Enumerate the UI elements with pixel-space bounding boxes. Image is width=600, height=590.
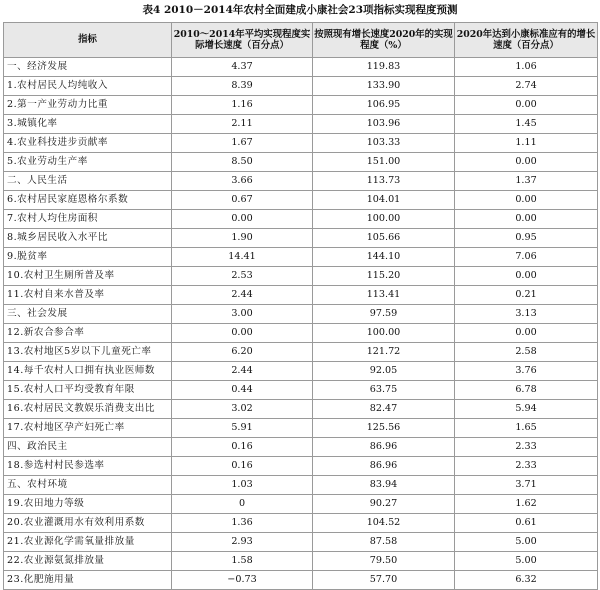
row-actual-growth: 3.66	[172, 172, 313, 191]
row-indicator-name: 22.农业源氨氮排放量	[4, 552, 172, 571]
row-required-growth: 1.62	[455, 495, 598, 514]
table-row	[4, 362, 598, 381]
row-indicator-name: 18.参选村村民参选率	[4, 457, 172, 476]
table-body	[4, 58, 598, 590]
row-2020-realization: 119.83	[313, 58, 455, 77]
row-actual-growth: 5.91	[172, 419, 313, 438]
row-2020-realization: 105.66	[313, 229, 455, 248]
row-indicator-name: 四、政治民主	[4, 438, 172, 457]
row-2020-realization: 133.90	[313, 77, 455, 96]
row-indicator-name: 7.农村人均住房面积	[4, 210, 172, 229]
row-indicator-name: 五、农村环境	[4, 476, 172, 495]
row-indicator-name: 5.农业劳动生产率	[4, 153, 172, 172]
row-indicator-name: 2.第一产业劳动力比重	[4, 96, 172, 115]
table-row	[4, 210, 598, 229]
table-row	[4, 495, 598, 514]
row-2020-realization: 79.50	[313, 552, 455, 571]
table-row	[4, 191, 598, 210]
row-indicator-name: 20.农业灌溉用水有效利用系数	[4, 514, 172, 533]
table-row	[4, 77, 598, 96]
row-actual-growth: −0.73	[172, 571, 313, 590]
row-2020-realization: 82.47	[313, 400, 455, 419]
table-row	[4, 115, 598, 134]
table-row	[4, 552, 598, 571]
row-actual-growth: 0	[172, 495, 313, 514]
row-required-growth: 3.13	[455, 305, 598, 324]
row-2020-realization: 87.58	[313, 533, 455, 552]
row-actual-growth: 0.00	[172, 210, 313, 229]
row-indicator-name: 二、人民生活	[4, 172, 172, 191]
row-required-growth: 1.06	[455, 58, 598, 77]
row-indicator-name: 11.农村自来水普及率	[4, 286, 172, 305]
table-row	[4, 134, 598, 153]
row-required-growth: 0.00	[455, 191, 598, 210]
row-indicator-name: 3.城镇化率	[4, 115, 172, 134]
row-2020-realization: 121.72	[313, 343, 455, 362]
row-actual-growth: 1.36	[172, 514, 313, 533]
table-row	[4, 172, 598, 191]
row-actual-growth: 1.90	[172, 229, 313, 248]
row-required-growth: 1.37	[455, 172, 598, 191]
row-2020-realization: 100.00	[313, 210, 455, 229]
table-header-row	[4, 23, 598, 58]
row-2020-realization: 104.52	[313, 514, 455, 533]
row-actual-growth: 0.00	[172, 324, 313, 343]
row-2020-realization: 104.01	[313, 191, 455, 210]
row-indicator-name: 1.农村居民人均纯收入	[4, 77, 172, 96]
row-2020-realization: 83.94	[313, 476, 455, 495]
row-required-growth: 6.78	[455, 381, 598, 400]
table-row	[4, 400, 598, 419]
header-2020-realization: 按照现有增长速度2020年的实现程度（%）	[313, 23, 455, 58]
header-indicator: 指标	[4, 23, 172, 58]
row-indicator-name: 10.农村卫生厕所普及率	[4, 267, 172, 286]
row-required-growth: 1.45	[455, 115, 598, 134]
row-2020-realization: 63.75	[313, 381, 455, 400]
row-actual-growth: 1.16	[172, 96, 313, 115]
table-row	[4, 305, 598, 324]
row-2020-realization: 113.73	[313, 172, 455, 191]
row-required-growth: 3.71	[455, 476, 598, 495]
table-row	[4, 514, 598, 533]
row-actual-growth: 1.58	[172, 552, 313, 571]
table-row	[4, 381, 598, 400]
header-actual-growth: 2010～2014年平均实现程度实际增长速度（百分点）	[172, 23, 313, 58]
row-actual-growth: 14.41	[172, 248, 313, 267]
table-title: 表4 2010－2014年农村全面建成小康社会23项指标实现程度预测	[142, 4, 458, 16]
row-indicator-name: 23.化肥施用量	[4, 571, 172, 590]
row-2020-realization: 86.96	[313, 438, 455, 457]
table-row	[4, 229, 598, 248]
row-required-growth: 0.00	[455, 267, 598, 286]
row-2020-realization: 115.20	[313, 267, 455, 286]
row-required-growth: 0.21	[455, 286, 598, 305]
table-row	[4, 571, 598, 590]
table-row	[4, 419, 598, 438]
row-indicator-name: 4.农业科技进步贡献率	[4, 134, 172, 153]
row-actual-growth: 0.16	[172, 438, 313, 457]
row-required-growth: 5.00	[455, 533, 598, 552]
row-required-growth: 0.00	[455, 96, 598, 115]
row-2020-realization: 92.05	[313, 362, 455, 381]
row-indicator-name: 13.农村地区5岁以下儿童死亡率	[4, 343, 172, 362]
table-row	[4, 153, 598, 172]
row-indicator-name: 12.新农合参合率	[4, 324, 172, 343]
table-row	[4, 438, 598, 457]
row-indicator-name: 三、社会发展	[4, 305, 172, 324]
row-indicator-name: 6.农村居民家庭恩格尔系数	[4, 191, 172, 210]
row-required-growth: 0.95	[455, 229, 598, 248]
table-row	[4, 324, 598, 343]
row-required-growth: 6.32	[455, 571, 598, 590]
row-2020-realization: 90.27	[313, 495, 455, 514]
row-2020-realization: 97.59	[313, 305, 455, 324]
row-2020-realization: 86.96	[313, 457, 455, 476]
row-indicator-name: 21.农业源化学需氧量排放量	[4, 533, 172, 552]
row-indicator-name: 14.每千农村人口拥有执业医师数	[4, 362, 172, 381]
row-indicator-name: 9.脱贫率	[4, 248, 172, 267]
row-actual-growth: 2.44	[172, 362, 313, 381]
row-required-growth: 2.33	[455, 457, 598, 476]
row-required-growth: 2.33	[455, 438, 598, 457]
row-actual-growth: 6.20	[172, 343, 313, 362]
row-required-growth: 2.58	[455, 343, 598, 362]
row-required-growth: 0.61	[455, 514, 598, 533]
row-actual-growth: 4.37	[172, 58, 313, 77]
table-row	[4, 533, 598, 552]
row-required-growth: 5.00	[455, 552, 598, 571]
table-row	[4, 96, 598, 115]
row-indicator-name: 一、经济发展	[4, 58, 172, 77]
row-indicator-name: 16.农村居民文教娱乐消费支出比	[4, 400, 172, 419]
table-row	[4, 286, 598, 305]
row-2020-realization: 151.00	[313, 153, 455, 172]
table-row	[4, 58, 598, 77]
table-row	[4, 248, 598, 267]
row-required-growth: 1.65	[455, 419, 598, 438]
row-required-growth: 7.06	[455, 248, 598, 267]
table-row	[4, 457, 598, 476]
row-actual-growth: 1.67	[172, 134, 313, 153]
row-indicator-name: 15.农村人口平均受教育年限	[4, 381, 172, 400]
row-2020-realization: 125.56	[313, 419, 455, 438]
row-2020-realization: 103.33	[313, 134, 455, 153]
row-required-growth: 2.74	[455, 77, 598, 96]
row-required-growth: 3.76	[455, 362, 598, 381]
row-actual-growth: 0.16	[172, 457, 313, 476]
table-row	[4, 267, 598, 286]
row-2020-realization: 106.95	[313, 96, 455, 115]
header-required-growth: 2020年达到小康标准应有的增长速度（百分点）	[455, 23, 598, 58]
row-required-growth: 5.94	[455, 400, 598, 419]
row-actual-growth: 0.67	[172, 191, 313, 210]
row-indicator-name: 19.农田地力等级	[4, 495, 172, 514]
row-2020-realization: 100.00	[313, 324, 455, 343]
row-actual-growth: 2.53	[172, 267, 313, 286]
row-required-growth: 0.00	[455, 210, 598, 229]
row-actual-growth: 3.02	[172, 400, 313, 419]
indicator-table	[3, 22, 598, 590]
row-2020-realization: 144.10	[313, 248, 455, 267]
row-2020-realization: 103.96	[313, 115, 455, 134]
row-2020-realization: 57.70	[313, 571, 455, 590]
row-indicator-name: 8.城乡居民收入水平比	[4, 229, 172, 248]
row-actual-growth: 8.39	[172, 77, 313, 96]
row-required-growth: 0.00	[455, 153, 598, 172]
row-actual-growth: 1.03	[172, 476, 313, 495]
row-actual-growth: 3.00	[172, 305, 313, 324]
row-actual-growth: 2.93	[172, 533, 313, 552]
table-row	[4, 343, 598, 362]
row-2020-realization: 113.41	[313, 286, 455, 305]
row-actual-growth: 8.50	[172, 153, 313, 172]
row-actual-growth: 0.44	[172, 381, 313, 400]
row-actual-growth: 2.11	[172, 115, 313, 134]
row-actual-growth: 2.44	[172, 286, 313, 305]
row-required-growth: 0.00	[455, 324, 598, 343]
table-row	[4, 476, 598, 495]
row-required-growth: 1.11	[455, 134, 598, 153]
row-indicator-name: 17.农村地区孕产妇死亡率	[4, 419, 172, 438]
